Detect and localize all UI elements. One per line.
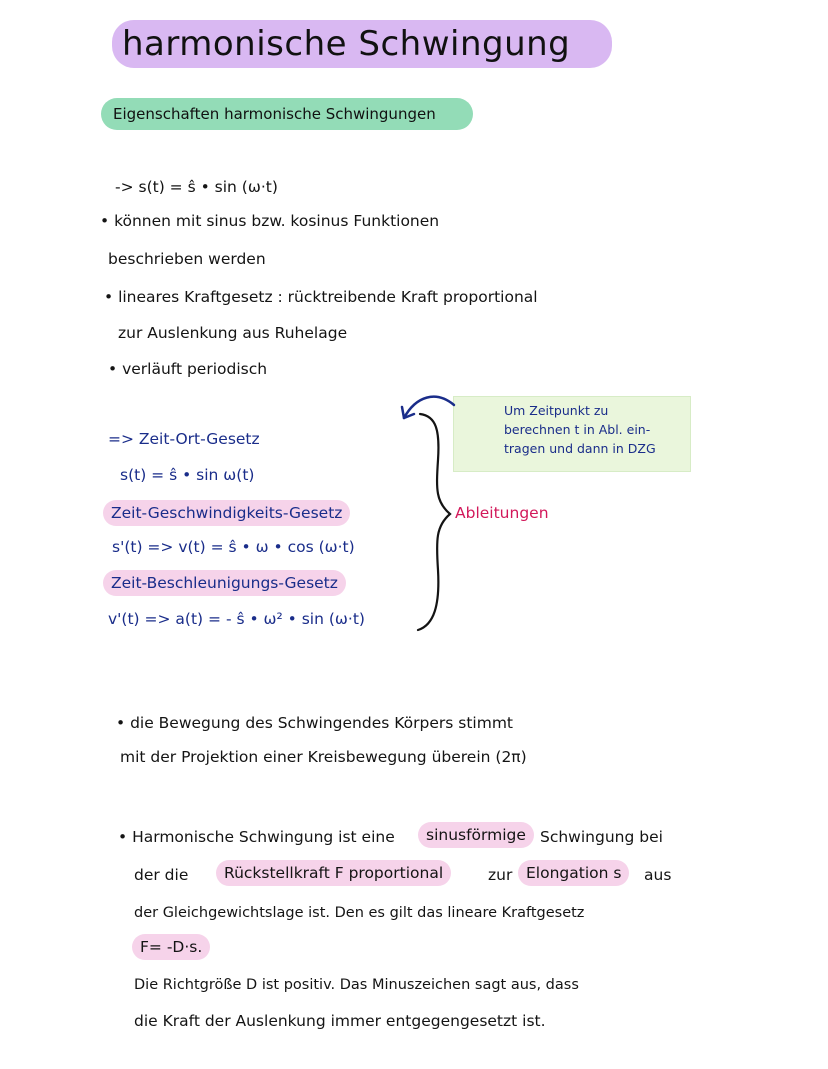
definition-line-5: Die Richtgröße D ist positiv. Das Minuszeichen sagt aus, dass [134,977,579,993]
subtitle-highlight [101,98,473,130]
note-line-1: Um Zeitpunkt zu [504,403,609,418]
note-box [453,396,691,472]
note-line-2: berechnen t in Abl. ein- [504,422,651,437]
zeit-beschl-formula: v'(t) => a(t) = - ŝ • ω² • sin (ω·t) [108,610,365,628]
definition-line-2a: der die [134,866,189,884]
projection-line-2: mit der Projektion einer Kreisbewegung überein (2π) [120,748,527,766]
property-item-2: • lineares Kraftgesetz : rücktreibende Kraft proportional [104,288,538,306]
property-item-2-cont: zur Auslenkung aus Ruhelage [118,324,348,342]
property-item-3: • verläuft periodisch [108,360,268,378]
elongation-highlight [518,860,629,886]
definition-line-1b: sinusförmige [426,826,526,844]
zeit-ort-label: => Zeit-Ort-Gesetz [108,430,260,448]
property-item-1-cont: beschrieben werden [108,250,266,268]
title-highlight [112,20,612,68]
zeit-geschw-formula: s'(t) => v(t) = ŝ • ω • cos (ω·t) [112,538,355,556]
property-item-1: • können mit sinus bzw. kosinus Funktionen [100,212,440,230]
definition-line-3: der Gleichgewichtslage ist. Den es gilt das lineare Kraftgesetz [134,905,585,921]
definition-line-1c: Schwingung bei [540,828,663,846]
zeit-geschw-label: Zeit-Geschwindigkeits-Gesetz [111,504,343,522]
zeit-ort-formula: s(t) = ŝ • sin ω(t) [120,466,255,484]
note-line-3: tragen und dann in DZG [504,441,656,456]
definition-line-4: F= -D·s. [140,938,203,956]
definition-line-1a: • Harmonische Schwingung ist eine [118,828,395,846]
zeit-beschl-label: Zeit-Beschleunigungs-Gesetz [111,574,338,592]
sinusfoermig-highlight [418,822,534,848]
ableitungen-label: Ableitungen [455,504,549,522]
formula-line: -> s(t) = ŝ • sin (ω·t) [115,178,278,196]
definition-line-2b: Rückstellkraft F proportional [224,864,444,882]
projection-line-1: • die Bewegung des Schwingendes Körpers stimmt [116,714,513,732]
curly-brace-icon [418,414,450,630]
page-title: harmonische Schwingung [122,24,571,64]
zeit-geschw-highlight [103,500,350,526]
rueckstellkraft-highlight [216,860,451,886]
zeit-beschl-highlight [103,570,346,596]
definition-line-2d: Elongation s [526,864,622,882]
kraftgesetz-highlight [132,934,210,960]
definition-line-2c: zur [488,866,513,884]
definition-line-6: die Kraft der Auslenkung immer entgegengesetzt ist. [134,1012,546,1030]
section-subtitle: Eigenschaften harmonische Schwingungen [113,105,436,123]
definition-line-2e: aus [644,866,672,884]
